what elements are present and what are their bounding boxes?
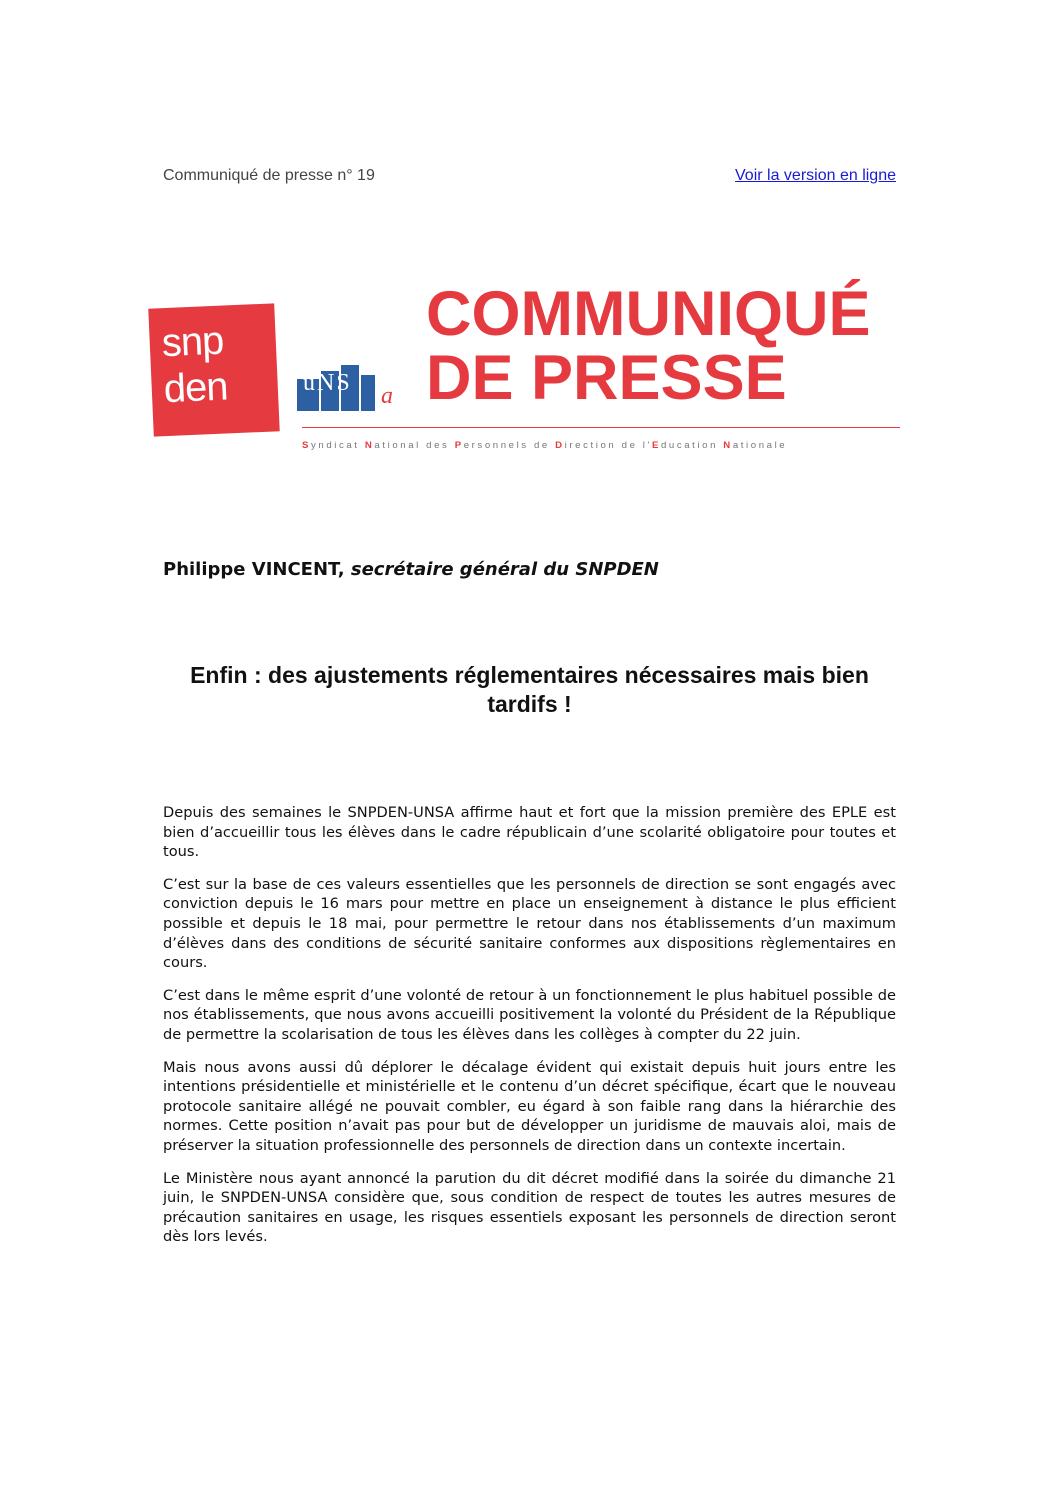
logo-snp-text: snp	[160, 318, 225, 366]
paragraph: C’est dans le même esprit d’une volonté de retour à un fonctionnement le plus habituel possible de nos établissements, que nous avons accueilli positivement la volonté du Président de la République de permettre la scolarisation de tous les élèves dans les collèges à compter du 22 juin.	[163, 986, 896, 1043]
author-line	[163, 559, 659, 580]
title-divider	[302, 427, 900, 428]
paragraph: C’est sur la base de ces valeurs essentielles que les personnels de direction se sont engagés avec conviction depuis le 16 mars pour mettre en place un enseignement à distance le plus efficient possible et depuis le 18 mai, pour permettre le retour dans nos établissements d’un maximum d’élèves dans des conditions de sécurité sanitaire conformes aux dispositions règlementaires en cours.	[163, 875, 896, 972]
communique-title-line2: DE PRESSE	[426, 343, 787, 413]
unsa-logo-a: a	[381, 383, 393, 409]
snpden-logo	[148, 303, 279, 436]
author-name: Philippe VINCENT,	[163, 559, 345, 580]
body-text	[163, 803, 896, 1260]
author-role: secrétaire général du SNPDEN	[350, 559, 659, 580]
paragraph: Mais nous avons aussi dû déplorer le décalage évident qui existait depuis huit jours entre les intentions présidentielle et ministérielle et le contenu d’un décret spécifique, écart que le nouveau protocole sanitaire allégé ne pouvait combler, eu égard à son faible rang dans la hiérarchie des normes. Cette position n’avait pas pour but de développer un juridisme de mauvais aloi, mais de préserver la situation professionnelle des personnels de direction dans un contexte incertain.	[163, 1058, 896, 1154]
headline: Enfin : des ajustements réglementaires nécessaires mais bien tardifs !	[190, 662, 869, 717]
paragraph: Depuis des semaines le SNPDEN-UNSA affirme haut et fort que la mission première des EPLE est bien d’accueillir tous les élèves dans le cadre républicain d’une scolarité obligatoire pour toutes et tous.	[163, 804, 896, 861]
release-number: Communiqué de presse n° 19	[163, 167, 375, 184]
online-version-link[interactable]: Voir la version en ligne	[735, 167, 896, 184]
logo-den-text: den	[162, 364, 229, 412]
communique-title-line1: COMMUNIQUÉ	[426, 279, 871, 349]
syndicat-tagline: Syndicat National des Personnels de Direction de l'Education Nationale	[302, 440, 788, 451]
paragraph: Le Ministère nous ayant annoncé la parution du dit décret modifié dans la soirée du dimanche 21 juin, le SNPDEN-UNSA considère que, sous condition de respect de toutes les autres mesures de précaution sanitaires en usage, les risques essentiels exposant les personnels de direction seront dès lors levés.	[163, 1169, 896, 1246]
unsa-logo-text: uNS	[303, 370, 352, 396]
communique-title	[426, 279, 871, 413]
